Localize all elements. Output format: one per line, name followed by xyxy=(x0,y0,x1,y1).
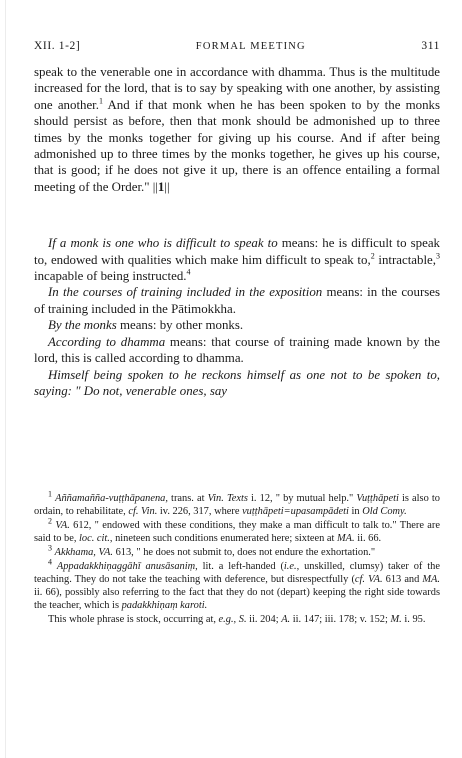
footnote-ref-4[interactable]: 4 xyxy=(186,267,191,277)
paragraph-definition-dhamma: According to dhamma means: that course of training made known by the lord, this is called according to dhamma. xyxy=(34,334,440,366)
paragraph-definition-spoken xyxy=(34,367,440,400)
verse-marker-open: || xyxy=(152,179,158,194)
footnote-1: $^1$ Aññamañña-vuṭṭhāpanena, trans. at Vin. Texts i. 12, " by mutual help." Vuṭṭhāpeti is also to ordain, to rehabilitate, cf. Vin. iv. 226, 317, where vuṭṭhāpeti=upasampādeti in Old Comy. xyxy=(34,489,440,517)
verse-number: 1 xyxy=(157,179,165,194)
running-header xyxy=(34,40,440,52)
section-reference: XII. 1-2] xyxy=(34,40,81,52)
main-text xyxy=(34,64,440,399)
footnote-ref-2[interactable]: 2 xyxy=(370,251,375,261)
section-gap xyxy=(34,195,440,235)
scan-edge xyxy=(5,0,6,758)
running-title: FORMAL MEETING xyxy=(195,41,306,52)
paragraph-definition-monks: By the monks means: by other monks. xyxy=(48,318,244,333)
defined-term: If a monk is one who is difficult to speak to xyxy=(48,236,278,251)
defined-term: In the courses of training included in the exposition xyxy=(48,285,323,300)
paragraph-definition-difficult: If a monk is one who is difficult to speak to means: he is difficult to speak to, endowed with qualities which make him difficult to speak to,$^2$ intractable,$^3$ incapable of being instructed.$^4$ xyxy=(34,236,440,284)
footnote-3: $^3$ Akkhama, VA. 613, " he does not submit to, does not endure the exhortation." xyxy=(48,543,376,558)
footnote-4: $^4$ Appadakkhiṇaggāhī anusāsaniṃ, lit. a left-handed (i.e., unskilled, clumsy) taker of the teaching. They do not take the teaching with deference, but disrespectfully (cf. VA. 613 and MA. ii. 66), possibly also referring to the fact that they do not (depart) keeping the right side towards the teacher, which is padakkhiṇaṃ karoti. xyxy=(34,557,440,611)
verse-marker-close: || xyxy=(164,179,170,194)
footnote-ref-1[interactable]: 1 xyxy=(99,96,103,106)
defined-term: Himself being spoken to he reckons himself as one not to be spoken to, saying: " Do not, venerable ones, say xyxy=(34,367,440,398)
paragraph-rule-text: speak to the venerable one in accordance with dhamma. Thus is the multitude increased for the lord, that is to say by speaking with one another, by assisting one another.$^1$ And if that monk when he has been spoken to by the monks should persist as before, then that monk should be admonished up to three times by the monks together for giving up his course. And if after being admonished up to three times by the monks together, he gives up his course, that is good; if he does not give it up, there is an offence entailing a formal meeting of the Order." ||1|| xyxy=(34,65,441,194)
footnotes xyxy=(34,489,440,627)
defined-term: According to dhamma xyxy=(48,334,166,349)
paragraph-definition-training: In the courses of training included in the exposition means: in the courses of training included in the Pātimokkha. xyxy=(34,285,440,316)
footnote-4-continued: This whole phrase is stock, occurring at, e.g., S. ii. 204; A. ii. 147; iii. 178; v. 152; M. i. 95. xyxy=(48,614,426,625)
defined-term: By the monks xyxy=(48,318,117,333)
page-number: 311 xyxy=(421,40,440,52)
footnote-ref-3[interactable]: 3 xyxy=(436,251,440,261)
footnote-2: $^2$ VA. 612, " endowed with these conditions, they make a man difficult to talk to." There are said to be, loc. cit., nineteen such conditions enumerated here; sixteen at MA. ii. 66. xyxy=(34,516,440,544)
